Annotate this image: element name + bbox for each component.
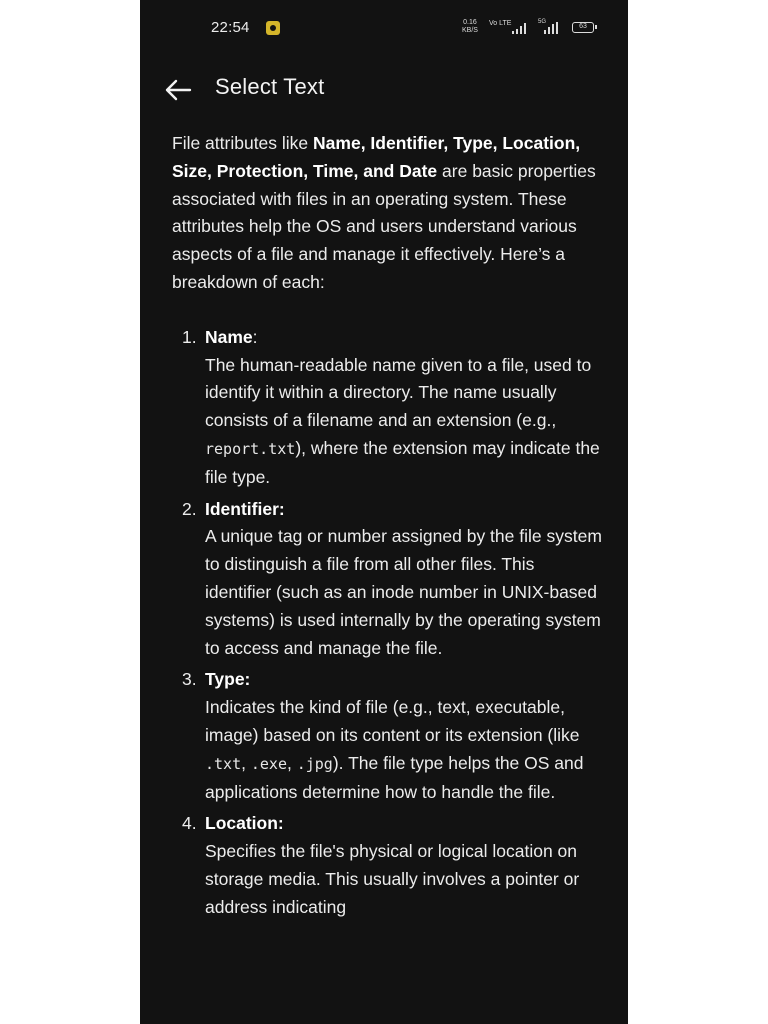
- intro-bold-attributes: Name, Identifier, Type, Location, Size, Protection, Time, and Date: [172, 133, 581, 181]
- back-button[interactable]: [158, 73, 198, 107]
- attribute-list: [172, 324, 602, 922]
- selectable-text-content[interactable]: [172, 130, 602, 926]
- list-item-number: 1.: [182, 326, 197, 347]
- list-item-description: [205, 838, 602, 921]
- signal-strength-icon: [512, 22, 526, 34]
- code-snippet: .txt: [205, 754, 242, 773]
- network-speed-value: 0.16: [463, 19, 477, 26]
- code-snippet: .jpg: [296, 754, 333, 773]
- list-item-heading: Type:: [205, 669, 251, 690]
- network-speed: [462, 19, 478, 35]
- code-snippet: report.txt: [205, 439, 296, 458]
- list-item-number: 4.: [182, 813, 197, 834]
- description-text: Specifies the file's physical or logical location on storage media. This usually involves a pointer or address indicating: [205, 841, 580, 917]
- separator-text: ,: [286, 752, 297, 773]
- list-item-number: 2.: [182, 498, 197, 519]
- list-item-number: 3.: [182, 669, 197, 690]
- signal-network-label: 5G: [538, 19, 547, 25]
- separator-text: ,: [241, 752, 251, 773]
- list-item: [172, 496, 602, 663]
- list-item-heading: Name: [205, 326, 253, 347]
- description-text: A unique tag or number assigned by the file system to distinguish a file from all other files. This identifier (such as an inode number in UNIX-based systems) is used internally by the operating system to access and manage the file.: [205, 526, 602, 658]
- top-app-bar: [140, 58, 628, 122]
- intro-text-start: File attributes like: [172, 133, 314, 153]
- description-text: ), where the extension may indicate the file type.: [205, 437, 600, 487]
- intro-text-end: are basic properties associated with files in an operating system. These attributes help the OS and users understand various aspects of a file and manage it effectively. Here’s a breakdown of each:: [172, 160, 596, 292]
- description-text: The human-readable name given to a file, used to identify it within a directory. The name usually consists of a filename and an extension (e.g.,: [205, 354, 592, 431]
- list-item-heading-colon: :: [252, 326, 258, 347]
- status-time: 22:54: [211, 19, 250, 36]
- volte-indicator: Vo LTE: [489, 20, 512, 27]
- list-item-heading: Identifier:: [205, 498, 285, 519]
- list-item-description: [205, 694, 602, 806]
- intro-paragraph: [172, 130, 602, 297]
- status-bar: [140, 0, 628, 58]
- network-speed-unit: KB/S: [462, 27, 478, 34]
- battery-icon: 63: [572, 22, 594, 33]
- list-item-description: [205, 352, 602, 492]
- list-item: [172, 810, 602, 921]
- list-item: [172, 666, 602, 806]
- notification-app-icon: [266, 21, 280, 35]
- code-snippet: .exe: [250, 754, 287, 773]
- list-item: [172, 324, 602, 492]
- description-text: ). The file type helps the OS and applications determine how to handle the file.: [205, 752, 584, 802]
- description-text: Indicates the kind of file (e.g., text, executable, image) based on its content or its extension (like: [205, 697, 580, 745]
- list-item-description: [205, 523, 602, 662]
- arrow-left-icon: [164, 79, 192, 101]
- list-item-heading: Location:: [205, 813, 284, 834]
- signal-strength-icon-2: [544, 22, 558, 34]
- screen-title: Select Text: [215, 74, 325, 99]
- phone-screen: [140, 0, 628, 1024]
